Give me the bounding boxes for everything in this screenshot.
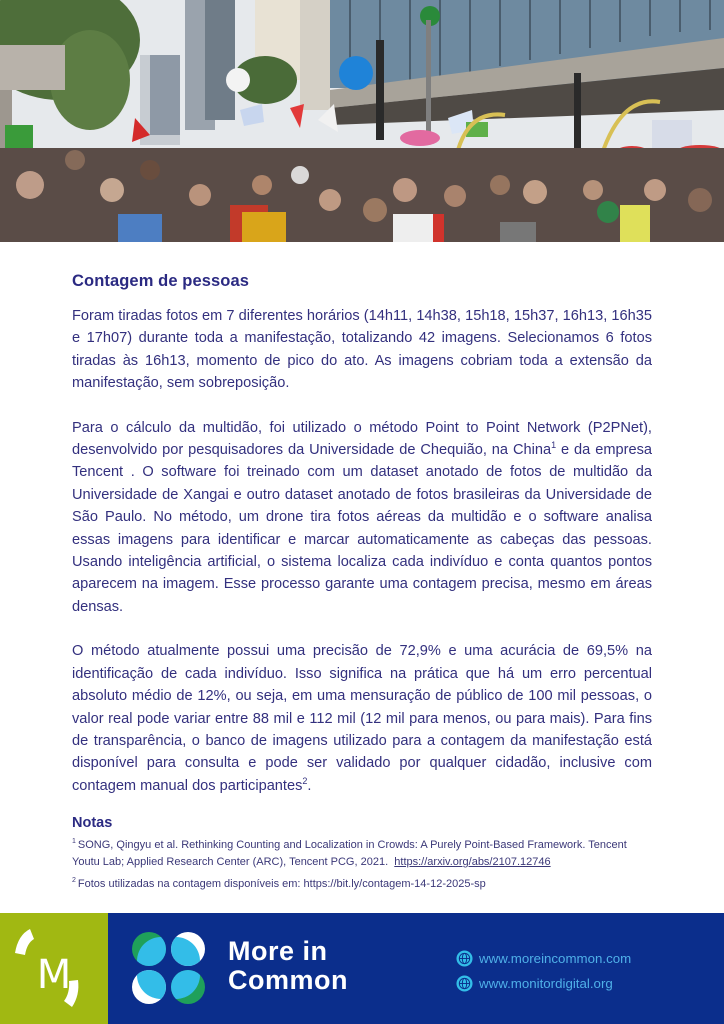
- more-in-common-logo-icon: [131, 931, 207, 1005]
- paragraph-photos: Foram tiradas fotos em 7 diferentes horários (14h11, 14h38, 15h18, 15h37, 16h13, 16h35 e 17h07) durante toda a manifestação, totalizando 42 imagens. Selecionamos 6 fotos tiradas às 16h13, momento de pico do ato. As imagens cobriam toda a extensão da manifestação, sem sobreposição.: [72, 308, 652, 392]
- link-label[interactable]: www.moreincommon.com: [479, 951, 632, 966]
- monogram-m-icon: [0, 913, 108, 1024]
- paragraph-precision-end: .: [307, 777, 312, 794]
- header-photo: [0, 0, 724, 242]
- article: [72, 272, 652, 893]
- notes-title: Notas: [72, 815, 113, 832]
- link-monitordigital[interactable]: [456, 971, 631, 996]
- paragraph-method-text: Para o cálculo da multidão, foi utilizado o método Point to Point Network (P2PNet), desenvolvido por pesquisadores da Universidade de Chequião, na China: [72, 419, 652, 459]
- footnote-1: [72, 837, 652, 871]
- footnote-2: [72, 876, 652, 893]
- paragraph-precision-text: O método atualmente possui uma precisão de 72,9% e uma acurácia de 69,5% na identificação de cada indivíduo. Isso significa na prática que há um erro percentual absoluto médio de 12%, ou seja, em uma mensuração de público de 100 mil pessoas, o valor real pode variar entre 88 mil e 112 mil (12 mil para menos, ou para mais). Para fins de transparência, o banco de imagens utilizado para a contagem da manifestação está disponível para consulta e pode ser validado por qualquer cidadão, inclusive com contagem manual dos participantes: [72, 643, 652, 794]
- globe-icon: [456, 950, 473, 967]
- link-label[interactable]: www.monitordigital.org: [479, 976, 613, 991]
- brand-name: [228, 937, 348, 995]
- footer-links: [456, 946, 631, 996]
- globe-icon: [456, 975, 473, 992]
- footnote-text: Fotos utilizadas na contagem disponíveis em: https://bit.ly/contagem-14-12-2025-sp: [77, 878, 486, 891]
- paragraph-method-text-cont: e da empresa Tencent . O software foi treinado com um dataset anotado de fotos de multidão da Universidade de Xangai e outro dataset anotado de fotos brasileiras da Universidade de São Paulo. No método, um drone tira fotos aéreas da multidão e o software analisa essas imagens para identificar e marcar automaticamente as cabeças das pessoas. Usando inteligência artificial, o sistema localiza cada indivíduo e conta quantos pontos aparecem na imagem. Esse processo garante uma contagem precisa, mesmo em áreas densas.: [72, 442, 652, 615]
- monitor-digital-logo: [0, 913, 108, 1024]
- paragraph-method: [72, 417, 652, 619]
- section-title: Contagem de pessoas: [72, 272, 250, 290]
- brand-name-line2: Common: [228, 965, 348, 995]
- paragraph-precision: [72, 640, 652, 797]
- link-moreincommon[interactable]: [456, 946, 631, 971]
- monogram-letter: M: [36, 952, 72, 998]
- footnote-number: 1: [72, 838, 76, 846]
- footnote-number: 2: [72, 877, 76, 885]
- footnote-ref-1[interactable]: 1: [551, 440, 557, 451]
- arxiv-link[interactable]: https://arxiv.org/abs/2107.12746: [394, 856, 551, 869]
- crowd-photo-illustration: [0, 0, 724, 242]
- footnote-ref-2[interactable]: 2: [302, 775, 308, 786]
- footnote-text: SONG, Qingyu et al. Rethinking Counting and Localization in Crowds: A Purely Point-Based Framework. Tencent Youtu Lab; Applied Research Center (ARC), Tencent PCG, 2021.: [72, 839, 627, 869]
- brand-name-line1: More in: [228, 936, 328, 966]
